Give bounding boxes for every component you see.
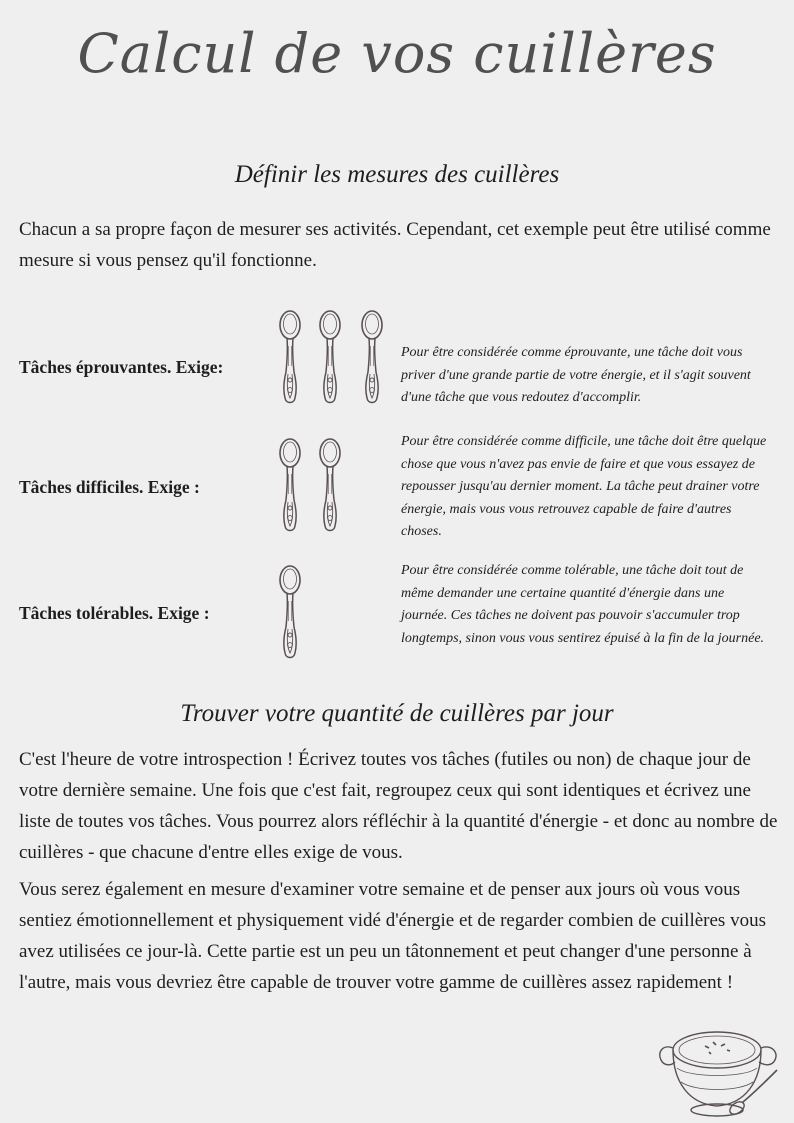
spoon-icon bbox=[276, 310, 304, 408]
page-title: Calcul de vos cuillères bbox=[77, 22, 717, 85]
spoon-icon bbox=[276, 565, 304, 663]
spoon-icon bbox=[276, 438, 304, 536]
soup-bowl-illustration bbox=[655, 1012, 785, 1120]
task-description-exhausting: Pour être considérée comme éprouvante, une tâche doit vous priver d'une grande partie de votre énergie, et il s'agit souvent d'une tâche que vous redoutez d'accomplir. bbox=[401, 345, 751, 405]
task-label-tolerable: Tâches tolérables. Exige : bbox=[19, 603, 210, 623]
task-description-difficult: Pour être considérée comme difficile, une tâche doit être quelque chose que vous n'avez pas envie de faire et que vous essayez de repousser jusqu'au dernier moment. La tâche peut drainer votre énergie, mais vous vous retrouvez capable de faire d'autres choses. bbox=[401, 434, 767, 539]
spoon-icon bbox=[316, 438, 344, 536]
review-paragraph: Vous serez également en mesure d'examiner votre semaine et de penser aux jours où vous vous sentiez émotionnellement et physiquement vidé d'énergie et de regarder combien de cuillères vous avez utilisées ce jour-là. Cette partie est un peu un tâtonnement et peut changer d'une personne à l'autre, mais vous devriez être capable de trouver votre gamme de cuillères assez rapidement ! bbox=[19, 879, 766, 993]
intro-paragraph: Chacun a sa propre façon de mesurer ses activités. Cependant, cet exemple peut être utilisé comme mesure si vous pensez qu'il fonctionne. bbox=[19, 219, 771, 271]
spoon-icon bbox=[358, 310, 386, 408]
task-description-tolerable: Pour être considérée comme tolérable, une tâche doit tout de même demander une certaine quantité d'énergie dans une journée. Ces tâches ne doivent pas pouvoir s'accumuler trop longtemps, sinon vous vous sentirez épuisé à la fin de la journée. bbox=[401, 563, 765, 646]
task-label-exhausting: Tâches éprouvantes. Exige: bbox=[19, 357, 224, 377]
introspection-paragraph: C'est l'heure de votre introspection ! Écrivez toutes vos tâches (futiles ou non) de chaque jour de votre dernière semaine. Une fois que c'est fait, regroupez ceux qui sont identiques et écrivez une liste de toutes vos tâches. Vous pourrez alors réfléchir à la quantité d'énergie - et donc au nombre de cuillères - que chacune d'entre elles exige de vous. bbox=[19, 749, 778, 863]
section-heading-daily: Trouver votre quantité de cuillères par jour bbox=[180, 700, 614, 727]
section-heading-measures: Définir les mesures des cuillères bbox=[234, 161, 560, 188]
spoon-icon bbox=[316, 310, 344, 408]
task-label-difficult: Tâches difficiles. Exige : bbox=[19, 477, 200, 497]
